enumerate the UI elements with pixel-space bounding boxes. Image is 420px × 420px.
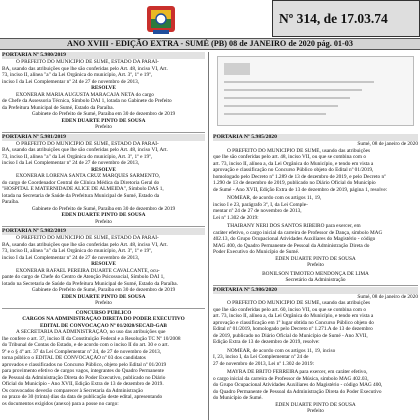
text-line: Poder Executivo do Município de Sumé. bbox=[213, 249, 300, 255]
text-line: inciso I da Lei Complementar nº 24 de 27 de novembro de 2013, bbox=[2, 78, 140, 85]
text-line: inciso I e 23, parágrafo 3º, I, da Lei Comple- bbox=[213, 201, 308, 208]
municipal-coat-of-arms-icon bbox=[144, 2, 178, 36]
text-line: do Quadro Permanente de Pessoal da Administração Direta do Poder Executivo bbox=[213, 388, 382, 395]
text-line: ÉDEN DUARTE PINTO DE SOUSA bbox=[61, 293, 146, 300]
text-line: RESOLVE bbox=[91, 166, 116, 173]
text-line: inciso I da Lei Complementar nº 24 de 27 de novembro de 2013, bbox=[2, 254, 140, 261]
text-line: no prazo de 30 (trinta) dias da data de publicação deste edital, apresentando bbox=[2, 394, 163, 400]
text-line: O PREFEITO DO MUNICÍPIO DE SUMÉ, ESTADO DA PARAÍ- bbox=[16, 59, 159, 65]
text-line: EXONERAR MARIA AUGUSTA MARACAJÁ NETA do cargo bbox=[16, 91, 154, 98]
text-line: RESOLVE bbox=[91, 85, 116, 91]
text-line: Sumé, 08 de janeiro de 2020 bbox=[357, 293, 418, 300]
text-line: do cargo de Coordenador Central de Clínica Médica da Diretoria Geral do bbox=[2, 179, 160, 186]
text-line: da Prefeitura Municipal de Sumé, Estado da Paraíba. bbox=[2, 104, 114, 111]
portaria-heading: PORTARIA Nº 5.986/2020 bbox=[213, 287, 418, 294]
portaria-heading: PORTARIA Nº 5.981/2019 bbox=[2, 134, 205, 141]
text-line: A SECRETARIA DA ADMINISTRAÇÃO, no uso das atribuições que bbox=[16, 329, 166, 335]
text-line: MAG 400, do Quadro Permanente de Pessoal da Administração Direta do bbox=[213, 242, 370, 249]
embedded-document-thumbnail bbox=[217, 56, 414, 126]
text-line: ÉDEN DUARTE PINTO DE SOUSA bbox=[275, 255, 356, 262]
text-line: 73, inciso II, alínea "a" da Lei Orgânica do município, Art. 3º, 1º e 19º, bbox=[2, 72, 153, 78]
text-line: CONCURSO PÚBLICO bbox=[75, 309, 132, 316]
text-line: Oficial do Município - Ano XVII, Edição Extra de 13 de dezembro de 2019. bbox=[2, 381, 164, 387]
text-line: Lei nº 1.302 de 2019: bbox=[213, 214, 259, 221]
text-line: BONILSON TIMOTEO MENDONÇA DE LIMA bbox=[262, 270, 369, 277]
text-line: Gabinete do Prefeito de Sumé, Paraíba em 30 de dezembro de 2019 bbox=[31, 205, 176, 212]
text-line: aprovação e classificação em 1º lugar obtida no Concurso Público objeto do bbox=[213, 319, 374, 326]
section-rule bbox=[2, 132, 205, 133]
text-line: inciso I da Lei Complementar nº 24 de 27 de novembro de 2013, bbox=[2, 160, 140, 166]
issue-number: Nº 314, de 17.03.74 bbox=[272, 0, 420, 37]
text-line: homologado pelo Decreto nº 1.289 de 13 de dezembro de 2019, e pelo Decreto nº bbox=[213, 173, 386, 180]
left-column bbox=[2, 52, 205, 420]
text-line: 27 de novembro de 2013, Lei nº 1.302 de 2019: bbox=[213, 360, 314, 367]
right-column bbox=[213, 52, 418, 420]
text-line: 1.290 de 13 de dezembro de 2019, publicado no Diário Oficial do Município bbox=[213, 180, 376, 186]
masthead bbox=[0, 0, 420, 38]
text-line: O PREFEITO DO MUNICÍPIO DE SUMÉ, usando das atribuições bbox=[227, 300, 371, 306]
section-rule bbox=[2, 226, 205, 227]
section-rule bbox=[2, 308, 205, 309]
text-line: Gabinete do Prefeito de Sumé, Paraíba em 30 de dezembro de 2019 bbox=[31, 287, 176, 293]
text-line: o cargo inicial da carreira de Professor de Música, símbolo MAG 402.03, bbox=[213, 375, 369, 382]
text-line: de Pessoal da Administração Direta do Poder Executivo, publicado no Diário bbox=[2, 374, 166, 381]
text-line: para provimento efetivo de cargos vagos, integrantes do Quadro Permanente bbox=[2, 368, 164, 374]
text-line: Edição Extra de 13 de dezembro de 2019, resolve: bbox=[213, 339, 320, 345]
text-line: O PREFEITO DO MUNICÍPIO DE SUMÉ, ESTADO DA PARAÍ- bbox=[16, 235, 159, 241]
text-line: EXONERAR LORENA SANTA CRUZ MARQUES SARMENTO, bbox=[16, 173, 160, 179]
text-line: torna público o EDITAL DE CONVOCAÇÃO nº 03 dos candidatos bbox=[2, 355, 146, 361]
section-rule bbox=[213, 285, 418, 286]
text-line: RESOLVE bbox=[91, 261, 116, 267]
text-line: Prefeito bbox=[307, 262, 324, 268]
text-line: pante do cargo de Chefe do Centro de Atenção Psicossocial, Símbolo DAI 1, bbox=[2, 274, 165, 280]
text-line: BA, usando das atribuições que lhe são conferidas pelo Art. 48, inciso VI, Art. bbox=[2, 65, 168, 72]
text-line: mentar nº 24 de 27 de novembro de 2013, bbox=[213, 208, 302, 214]
text-line: Os convocados deverão comparecer à Secretaria da Administração bbox=[2, 387, 144, 394]
text-line: art. 73, inciso II, alínea a, da Lei Orgânica do Município, e tendo em vista a bbox=[213, 160, 374, 167]
text-line: Gabinete do Prefeito de Sumé, Paraíba em 30 de dezembro de 2019 bbox=[31, 111, 176, 117]
text-line: Prefeito bbox=[95, 124, 112, 130]
text-line: O PREFEITO DO MUNICÍPIO DE SUMÉ, ESTADO DA PARAÍ- bbox=[16, 140, 159, 147]
edition-banner: ANO XVIII - EDIÇÃO EXTRA - SUMÉ (PB) 08 de JANEIRO de 2020 pág. 01-03 bbox=[0, 38, 420, 50]
text-line: Prefeito bbox=[95, 218, 112, 225]
text-line: ÉDEN DUARTE PINTO DE SOUSA bbox=[61, 117, 146, 124]
text-line: Edital nº 01/2019, homologado pelo Decreto nº 1.271.A de 13 de dezembro bbox=[213, 326, 373, 332]
text-line: Paraíba. bbox=[2, 199, 20, 205]
text-line: O PREFEITO DO MUNICÍPIO DE SUMÉ, usando das atribuições bbox=[227, 147, 371, 154]
text-line: de Chefe da Assessoria Técnica, Símbolo DAI 1, lotada no Gabinete do Prefeito bbox=[2, 98, 172, 104]
text-line: lotado na Secretaria de Saúde da Prefeitura Municipal de Sumé, Estado da Paraíba. bbox=[2, 280, 178, 287]
text-line: 73, inciso II, alínea "a" da Lei Orgânica do município, Art. 3º, 1º e 19º, bbox=[2, 153, 153, 160]
text-line: MAYRA DE BRITO FERREIRA para exercer, em caráter efetivo, bbox=[227, 369, 368, 375]
text-line: art. 73, inciso II, alínea a, da Lei Orgânica do Município, e tendo em vista a bbox=[213, 313, 374, 319]
text-line: lotada na Secretaria de Saúde da Prefeitura Municipal de Sumé, Estado da bbox=[2, 192, 160, 199]
text-line: aprovados e classificados no Concurso Público, objeto pelo Edital nº 01/2019 bbox=[2, 361, 167, 368]
text-line: de Sumé - Ano XVII, Edição Extra de 13 de dezembro de 2019, página 1, resolve: bbox=[213, 186, 388, 193]
text-line: Secretário da Administração bbox=[285, 277, 346, 283]
text-line: de 2019, publicado no Diário Oficial do Município de Sumé - Ano XVII, bbox=[213, 332, 368, 339]
text-line: caráter efetivo, o cargo inicial da carreira de Professor de Dança, símbolo MAG bbox=[213, 229, 383, 236]
text-line: ÉDEN DUARTE PINTO DE SOUSA bbox=[275, 401, 356, 408]
text-line: "HOSPITAL E MATERNIDADE ALICE DE ALMEIDA", Símbolo DAS 1, bbox=[2, 186, 164, 192]
text-line: 73, inciso II, alínea "a" da Lei Orgânica do município, Art. 3º, 1º e 19º, bbox=[2, 248, 153, 254]
text-line: os documentos exigidos (anexo) para a posse no cargo: bbox=[2, 400, 119, 407]
text-line: do Grupo Ocupacional Atividades Auxiliares do Magistério - código MAG 400, bbox=[213, 382, 383, 388]
portaria-heading: PORTARIA Nº 5.980/2019 bbox=[2, 52, 205, 59]
text-line: lhe confere o art. 37, inciso II da Constituição Federal e a Resolução TC Nº 10/2008 bbox=[2, 335, 181, 342]
text-line: EXONERAR RAFAEL PEREIRA DUARTE CAVALCANTE, ocu- bbox=[16, 267, 160, 274]
text-line: que lhe são conferidas pelo art. 48, inciso VII, ou que se combina com o bbox=[213, 154, 367, 160]
text-line: 9º e o § 4º art. 37 da Lei Complementar nº 24, de 27 de novembro de 2013, bbox=[2, 348, 162, 355]
text-line: que lhe são conferidas pelo art. 60, inciso VII, ou que se combina com o bbox=[213, 306, 367, 313]
text-line: Prefeito bbox=[95, 300, 112, 306]
column-divider bbox=[208, 52, 209, 420]
text-line: BA, usando das atribuições que lhe são conferidas pelo Art. 48, inciso VI, Art. bbox=[2, 241, 168, 248]
text-line: NOMEAR, de acordo com os artigos 11, 19, inciso bbox=[227, 347, 336, 354]
text-line: NOMEAR, de acordo com os artigos 11, 19, bbox=[227, 195, 322, 201]
text-line: do Município de Sumé. bbox=[213, 395, 263, 401]
text-line: Sumé, 08 de janeiro de 2020 bbox=[357, 141, 418, 147]
text-line: BA, usando das atribuições que lhe são conferidas pelo Art. 48, inciso VI, Art. bbox=[2, 147, 168, 153]
text-line: THAIBANY NERI DOS SANTOS RIBEIRO para exercer, em bbox=[227, 223, 361, 229]
text-line: I, 23, inciso I, da Lei Complementar nº 24 de bbox=[213, 354, 309, 360]
text-line: ÉDEN DUARTE PINTO DE SOUSA bbox=[61, 212, 146, 218]
text-line: 402.13, do Grupo Ocupacional Atividades Auxiliares do Magistério - código bbox=[213, 236, 376, 242]
portaria-heading: PORTARIA Nº 5.982/2019 bbox=[2, 228, 205, 235]
text-line: CARGOS NA ADMINISTRAÇÃO DIRETA DO PODER EXECUTIVO bbox=[22, 316, 185, 322]
text-line: do Tribunal de Contas do Estado, e de acordo com o inciso II do art. 30 e o art. bbox=[2, 342, 169, 348]
portaria-heading: PORTARIA Nº 5.985/2020 bbox=[213, 134, 418, 141]
text-line: EDITAL DE CONVOCAÇÃO Nº 01/2020/SECAD-GAB bbox=[40, 322, 167, 329]
text-line: aprovação e classificação no Concurso Público objeto do Edital nº 01/2019, bbox=[213, 167, 374, 173]
text-line: Prefeito bbox=[307, 408, 324, 414]
